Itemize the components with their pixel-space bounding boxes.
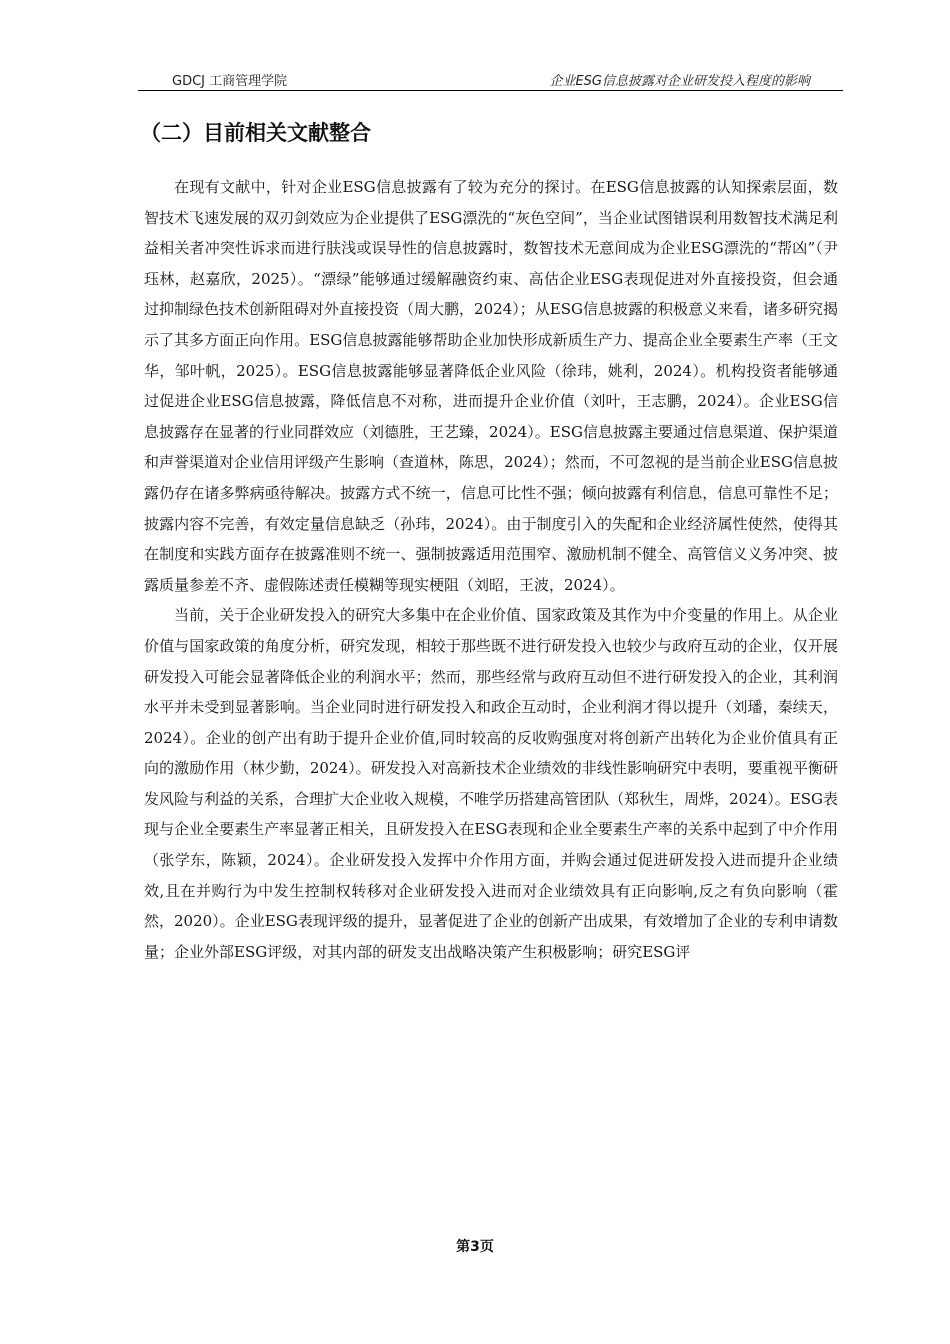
section-title: （二）目前相关文献整合 (140, 121, 371, 145)
paragraph-rd-investment: 当前，关于企业研发投入的研究大多集中在企业价值、国家政策及其作为中介变量的作用上。从企业价值与国家政策的角度分析，研究发现，相较于那些既不进行研发投入也较少与政府互动的企业，仅开展研发投入可能会显著降低企业的利润水平；然而，那些经常与政府互动但不进行研发投入的企业，其利润水平并未受到显著影响。当企业同时进行研发投入和政企互动时，企业利润才得以提升（刘璠，秦续天，2024）。企业的创产出有助于提升企业价值,同时较高的反收购强度对将创新产出转化为企业价值具有正向的激励作用（林少勤，2024）。研发投入对高新技术企业绩效的非线性影响研究中表明，要重视平衡研发风险与利益的关系，合理扩大企业收入规模，不唯学历搭建高管团队（郑秋生，周烨，2024）。ESG表现与企业全要素生产率显著正相关，且研发投入在ESG表现和企业全要素生产率的关系中起到了中介作用（张学东，陈颖，2024）。企业研发投入发挥中介作用方面，并购会通过促进研发投入进而提升企业绩效,且在并购行为中发生控制权转移对企业研发投入进而对企业绩效具有正向影响,反之有负向影响（霍然，2020）。企业ESG表现评级的提升，显著促进了企业的创新产出成果，有效增加了企业的专利申请数量；企业外部ESG评级，对其内部的研发支出战略决策产生积极影响；研究ESG评 (144, 606, 838, 961)
header-paper-title: 企业ESG信息披露对企业研发投入程度的影响 (549, 74, 810, 89)
paragraph-esg-disclosure: 在现有文献中，针对企业ESG信息披露有了较为充分的探讨。在ESG信息披露的认知探索层面，数智技术飞速发展的双刃剑效应为企业提供了ESG漂洗的“灰色空间”，当企业试图错误利用数智技术满足利益相关者冲突性诉求而进行肤浅或误导性的信息披露时，数智技术无意间成为企业ESG漂洗的“帮凶”（尹珏林，赵嘉欣，2025）。“漂绿”能够通过缓解融资约束、高估企业ESG表现促进对外直接投资，但会通过抑制绿色技术创新阻碍对外直接投资（周大鹏，2024）；从ESG信息披露的积极意义来看，诸多研究揭示了其多方面正向作用。ESG信息披露能够帮助企业加快形成新质生产力、提高企业全要素生产率（王文华，邹叶帆，2025）。ESG信息披露能够显著降低企业风险（徐玮，姚利，2024）。机构投资者能够通过促进企业ESG信息披露，降低信息不对称，进而提升企业价值（刘叶，王志鹏，2024）。企业ESG信息披露存在显著的行业同群效应（刘德胜，王艺臻，2024）。ESG信息披露主要通过信息渠道、保护渠道和声誉渠道对企业信用评级产生影响（查道林，陈思，2024）；然而，不可忽视的是当前企业ESG信息披露仍存在诸多弊病亟待解决。披露方式不统一，信息可比性不强；倾向披露有利信息，信息可靠性不足；披露内容不完善，有效定量信息缺乏（孙玮，2024）。由于制度引入的失配和企业经济属性使然，使得其在制度和实践方面存在披露准则不统一、强制披露适用范围窄、激励机制不健全、高管信义义务冲突、披露质量参差不齐、虚假陈述责任模糊等现实梗阻（刘昭，王波，2024）。 (144, 178, 838, 594)
running-header (138, 70, 842, 90)
header-divider (138, 90, 843, 91)
header-institution: GDCJ 工商管理学院 (172, 74, 288, 89)
page-number: 第3页 (456, 1239, 494, 1255)
body-text (144, 172, 838, 967)
